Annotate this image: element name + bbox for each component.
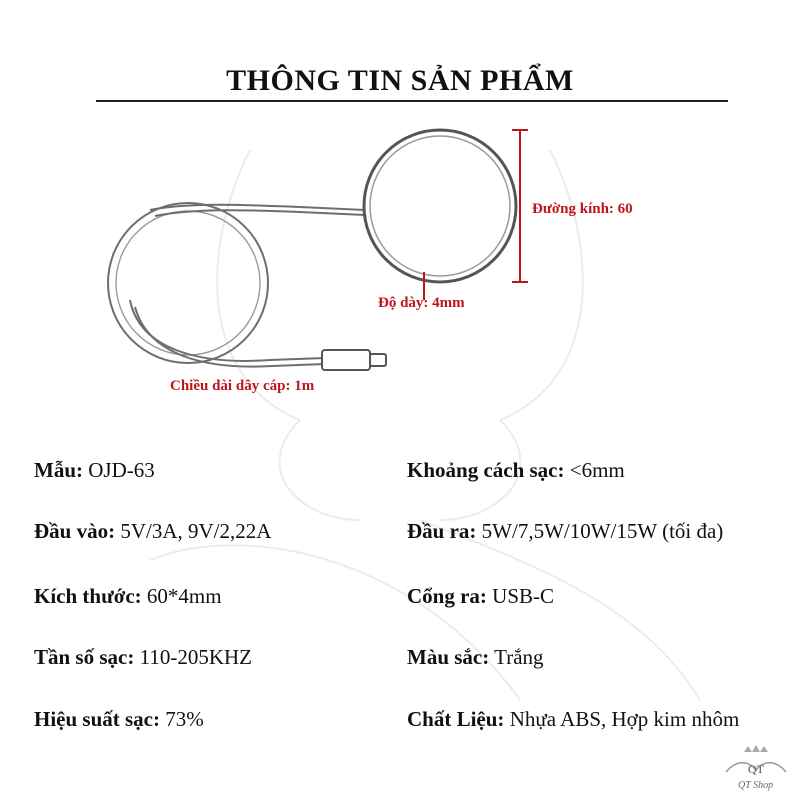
title-underline xyxy=(96,100,728,102)
cable-length-label: Chiều dài dây cáp: 1m xyxy=(170,378,315,394)
spec-value: 5W/7,5W/10W/15W (tối đa) xyxy=(476,519,724,543)
spec-input xyxy=(34,516,271,546)
spec-material xyxy=(407,704,787,734)
spec-key: Đầu ra: xyxy=(407,519,477,543)
spec-value: Nhựa ABS, Hợp kim nhôm xyxy=(504,707,740,731)
spec-value: <6mm xyxy=(564,458,625,482)
spec-color xyxy=(407,642,544,672)
spec-value: 60*4mm xyxy=(141,584,222,608)
thickness-label: Độ dày: 4mm xyxy=(378,295,465,311)
diameter-label: Đường kính: 60 xyxy=(532,201,633,217)
cable-coil xyxy=(108,203,268,363)
spec-value: Trắng xyxy=(489,645,544,669)
spec-key: Chất Liệu: xyxy=(407,707,505,731)
spec-key: Tần số sạc: xyxy=(34,645,135,669)
spec-value: 110-205KHZ xyxy=(134,645,252,669)
charger-pad xyxy=(364,130,516,282)
spec-key: Cổng ra: xyxy=(407,584,487,608)
spec-key: Đầu vào: xyxy=(34,519,116,543)
spec-frequency xyxy=(34,642,252,672)
spec-efficiency xyxy=(34,704,204,734)
logo-monogram: QT xyxy=(748,762,764,776)
logo-brand-text: QT Shop xyxy=(738,780,774,791)
page-title: THÔNG TIN SẢN PHẨM xyxy=(226,64,574,97)
diameter-dimension xyxy=(512,130,528,282)
usb-c-plug xyxy=(322,350,386,370)
spec-value: USB-C xyxy=(486,584,555,608)
spec-key: Màu sắc: xyxy=(407,645,490,669)
spec-key: Kích thước: xyxy=(34,584,142,608)
spec-model xyxy=(34,455,155,485)
spec-key: Hiệu suất sạc: xyxy=(34,707,160,731)
spec-key: Mẫu: xyxy=(34,458,83,482)
spec-output xyxy=(407,516,723,546)
spec-key: Khoảng cách sạc: xyxy=(407,458,565,482)
spec-distance xyxy=(407,455,625,485)
spec-port xyxy=(407,581,554,611)
spec-size xyxy=(34,581,222,611)
product-illustration xyxy=(0,110,800,410)
spec-value: 5V/3A, 9V/2,22A xyxy=(115,519,272,543)
spec-value: OJD-63 xyxy=(83,458,155,482)
spec-value: 73% xyxy=(160,707,204,731)
